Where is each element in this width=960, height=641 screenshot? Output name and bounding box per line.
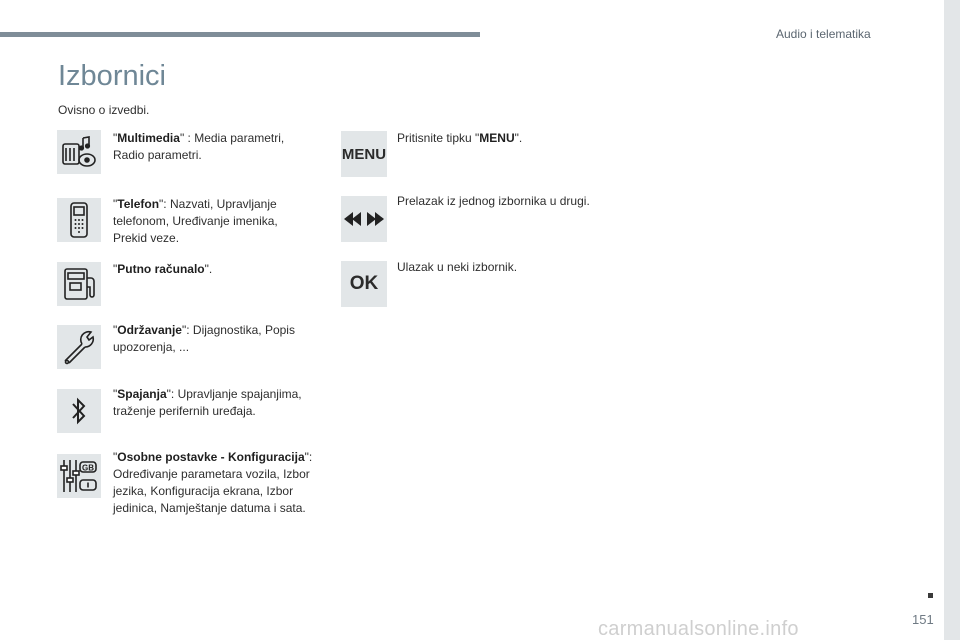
key-entry-menu: Pritisnite tipku "MENU".: [397, 131, 523, 145]
menu-name: Spajanja: [117, 387, 167, 401]
menu-name: Putno računalo: [117, 262, 205, 276]
page-number: 151: [912, 612, 934, 627]
watermark: carmanualsonline.info: [598, 618, 799, 640]
arrows-key-icon: [341, 196, 387, 242]
ok-key-icon: [341, 261, 387, 307]
telephone-icon: [57, 198, 101, 242]
menu-key-label: MENU: [341, 145, 387, 163]
trip-computer-icon: [57, 262, 101, 306]
key-entry-arrows: Prelazak iz jednog izbornika u drugi.: [397, 194, 590, 208]
svg-text:GB: GB: [82, 463, 94, 473]
bluetooth-icon: [57, 389, 101, 433]
header-rule: [0, 32, 480, 37]
multimedia-icon: [57, 130, 101, 174]
menu-name: Telefon: [117, 197, 160, 211]
key-entry-ok: Ulazak u neki izbornik.: [397, 260, 518, 274]
wrench-icon: [57, 325, 101, 369]
menu-entry-spajanja: "Spajanja": Upravljanje spajanjima, traženje perifernih uređaja.: [113, 387, 302, 418]
menu-entry-telefon: "Telefon": Nazvati, Upravljanje telefonom, Uređivanje imenika, Prekid veze.: [113, 197, 278, 245]
menu-entry-multimedia: "Multimedia" : Media parametri, Radio parametri.: [113, 131, 285, 162]
section-label: Audio i telematika: [776, 27, 871, 41]
ok-key-label: OK: [349, 273, 379, 294]
page-subtitle: Ovisno o izvedbi.: [58, 103, 150, 117]
menu-name: Osobne postavke - Konfiguracija: [117, 450, 305, 464]
menu-entry-odrzavanje: "Održavanje": Dijagnostika, Popis upozorenja, ...: [113, 323, 295, 354]
menu-key-icon: [341, 131, 387, 177]
menu-entry-osobne-postavke: "Osobne postavke - Konfiguracija": Određivanje parametara vozila, Izbor jezika, Konfiguracija ekrana, Izbor jedinica, Namještanje datuma i sata.: [113, 450, 313, 515]
footer-marker: [928, 593, 933, 598]
menu-name: Multimedia: [117, 131, 180, 145]
page-title: Izbornici: [58, 60, 166, 92]
menu-entry-putno-racunalo: "Putno računalo".: [113, 262, 213, 276]
page-edge-band: [944, 0, 960, 640]
settings-sliders-icon: [57, 454, 101, 498]
menu-name: Održavanje: [117, 323, 182, 337]
